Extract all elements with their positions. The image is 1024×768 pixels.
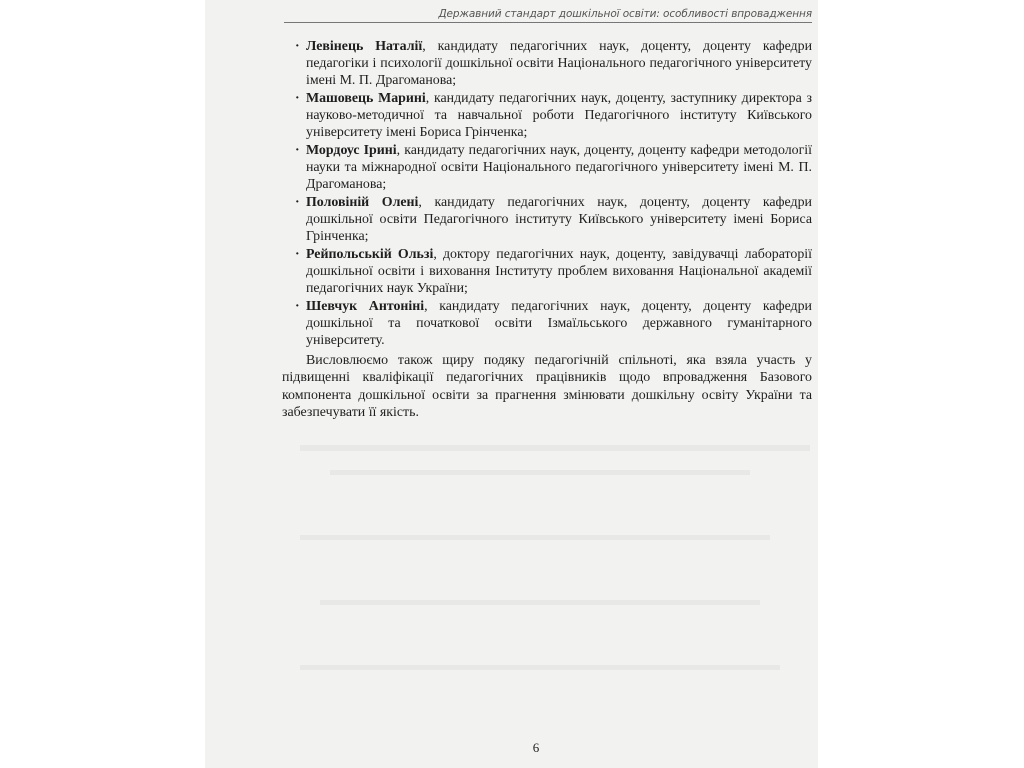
list-item <box>282 246 812 298</box>
show-through-mark <box>300 535 770 540</box>
person-name: Мордоус Ірині <box>306 142 397 158</box>
person-description: , кандидату педагогічних наук, доценту, доценту кафедри методології науки та міжнародної освіти Національного педагогічного університету імені М. П. Драгоманова; <box>306 142 812 193</box>
show-through-mark <box>300 445 810 451</box>
person-description: , кандидату педагогічних наук, доценту, доценту кафедри педагогіки і психології дошкільної освіти Національного педагогічного університету імені М. П. Драгоманова; <box>306 39 812 89</box>
show-through-mark <box>320 600 760 605</box>
list-item <box>282 90 812 142</box>
show-through-mark <box>300 665 780 670</box>
person-name: Левінець Наталії <box>306 39 423 54</box>
person-description: , кандидату педагогічних наук, доценту, доценту кафедри дошкільної та початкової освіти Ізмаїльського державного гуманітарного університету. <box>306 298 812 348</box>
person-name: Половіній Олені <box>306 194 419 210</box>
bullet-icon: · <box>295 142 300 158</box>
page-content <box>282 38 812 421</box>
person-description: , доктору педагогічних наук, доценту, завідувачці лабораторії дошкільної освіти і виховання Інституту проблем виховання Національної академії педагогічних наук України; <box>306 246 813 297</box>
closing-paragraph: Висловлюємо також щиру подяку педагогічній спільноті, яка взяла участь у підвищенні кваліфікації педагогічних працівників щодо впровадження Базового компонента дошкільної освіти за прагнення змінювати дошкільну освіту України та забезпечувати її якість. <box>282 353 812 420</box>
acknowledgement-list <box>282 38 812 349</box>
list-item <box>282 142 812 194</box>
person-name: Рейпольській Ользі <box>306 246 434 262</box>
bullet-icon: · <box>295 39 300 54</box>
list-item <box>282 298 812 350</box>
show-through-mark <box>330 470 750 475</box>
list-item <box>282 194 812 246</box>
running-header: Державний стандарт дошкільної освіти: особливості впровадження <box>438 8 812 20</box>
bullet-icon: · <box>295 246 300 262</box>
bullet-icon: · <box>295 90 300 106</box>
bullet-icon: · <box>295 298 300 314</box>
person-description: , кандидату педагогічних наук, доценту, заступнику директора з науково-методичної та навчальної роботи Педагогічного інституту Київського університету імені Бориса Грінченка; <box>306 90 812 141</box>
person-name: Машовець Марині <box>306 90 426 106</box>
bullet-icon: · <box>295 194 300 210</box>
person-name: Шевчук Антоніні <box>306 298 425 314</box>
list-item <box>282 38 812 90</box>
header-rule <box>284 22 812 23</box>
page-number: 6 <box>532 740 540 755</box>
person-description: , кандидату педагогічних наук, доценту, доценту кафедри дошкільної освіти Педагогічного інституту Київського університету імені Бориса Грінченка; <box>306 194 812 245</box>
